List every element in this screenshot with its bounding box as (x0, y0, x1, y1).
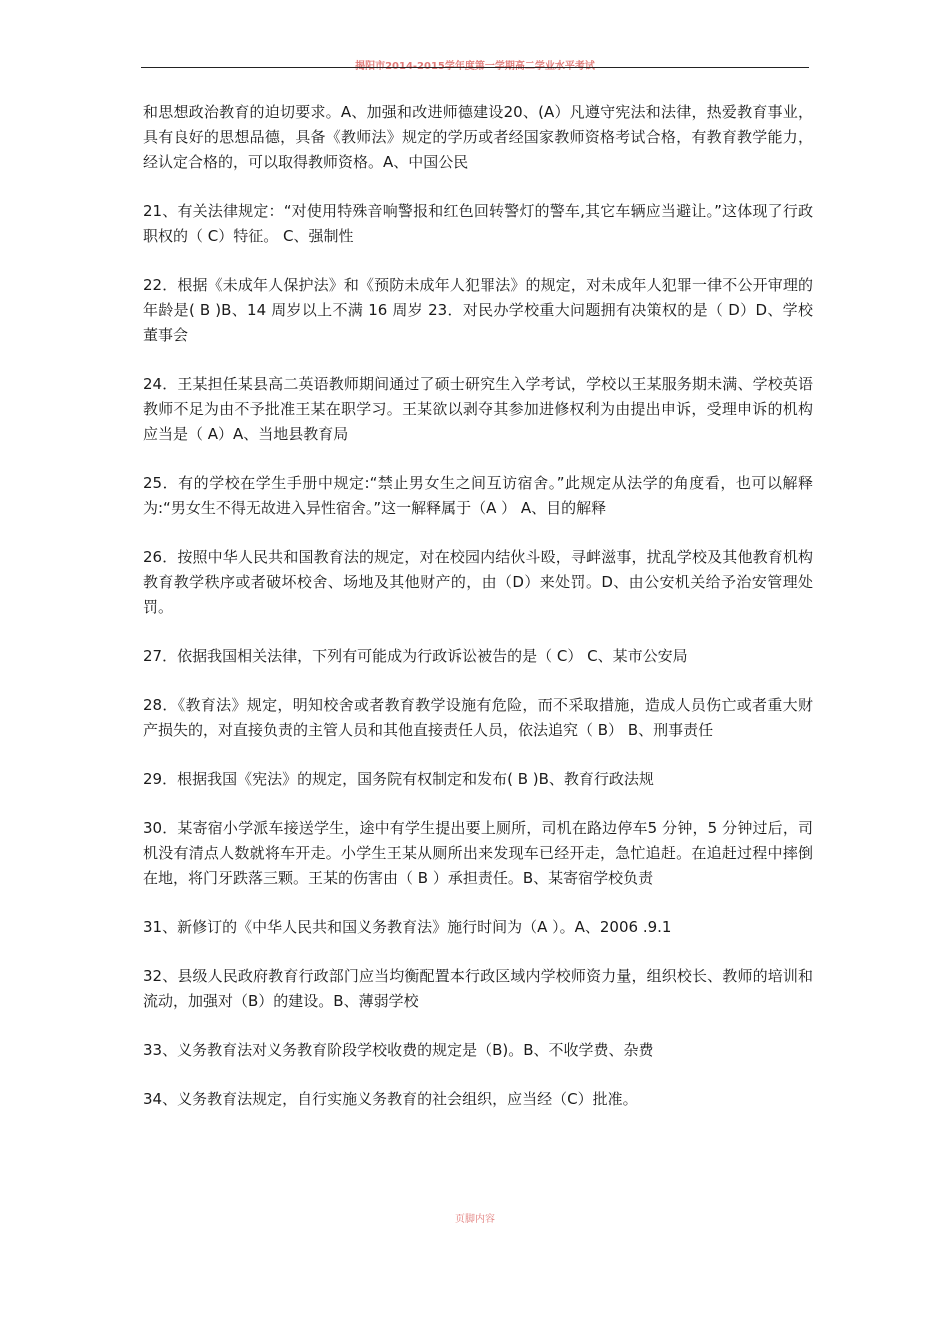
paragraph-q29: 29．根据我国《宪法》的规定，国务院有权制定和发布( B )B、教育行政法规 (143, 770, 654, 788)
paragraph-q28: 28．《教育法》规定，明知校舍或者教育教学设施有危险，而不采取措施，造成人员伤亡或者重大财产损失的，对直接负责的主管人员和其他直接责任人员，依法追究（ B） B、刑事责任 (143, 696, 813, 739)
paragraph-q34: 34、义务教育法规定，自行实施义务教育的社会组织，应当经（C）批准。 (143, 1090, 638, 1108)
paragraph-q26: 26．按照中华人民共和国教育法的规定，对在校园内结伙斗殴，寻衅滋事，扰乱学校及其他教育机构教育教学秩序或者破坏校舍、场地及其他财产的，由（D）来处罚。D、由公安机关给予治安管理处罚。 (143, 548, 813, 616)
paragraph-intro: 和思想政治教育的迫切要求。A、加强和改进师德建设20、(A）凡遵守宪法和法律，热爱教育事业，具有良好的思想品德，具备《教师法》规定的学历或者经国家教师资格考试合格，有教育教学能力，经认定合格的，可以取得教师资格。A、中国公民 (143, 103, 813, 171)
paragraph-q31: 31、新修订的《中华人民共和国义务教育法》施行时间为（A ）。A、2006 .9.1 (143, 918, 672, 936)
paragraph-q33: 33、义务教育法对义务教育阶段学校收费的规定是（B)。B、不收学费、杂费 (143, 1041, 654, 1059)
paragraph-q27: 27．依据我国相关法律，下列有可能成为行政诉讼被告的是（ C） C、某市公安局 (143, 647, 688, 665)
paragraph-q24: 24．王某担任某县高二英语教师期间通过了硕士研究生入学考试，学校以王某服务期未满、学校英语教师不足为由不予批准王某在职学习。王某欲以剥夺其参加进修权利为由提出申诉，受理申诉的机构应当是（ A）A、当地县教育局 (143, 375, 813, 443)
paragraph-q22-23: 22．根据《未成年人保护法》和《预防未成年人犯罪法》的规定，对未成年人犯罪一律不公开审理的年龄是( B )B、14 周岁以上不满 16 周岁 23．对民办学校重大问题拥有决策权的是（ D）D、学校董事会 (143, 276, 813, 344)
paragraph-q21: 21、有关法律规定：“对使用特殊音响警报和红色回转警灯的警车,其它车辆应当避让。”这体现了行政职权的（ C）特征。 C、强制性 (143, 202, 813, 245)
header-rule (141, 67, 809, 68)
paragraph-q30: 30．某寄宿小学派车接送学生，途中有学生提出要上厕所，司机在路边停车5 分钟，5 分钟过后，司机没有清点人数就将车开走。小学生王某从厕所出来发现车已经开走，急忙追赶。在追赶过程中摔倒在地，将门牙跌落三颗。王某的伤害由（ B ）承担责任。B、某寄宿学校负责 (143, 819, 813, 887)
document-body (143, 100, 813, 1136)
page-header-title: 揭阳市2014-2015学年度第一学期高二学业水平考试 (355, 61, 595, 72)
page-footer: 页脚内容 (455, 1214, 495, 1225)
paragraph-q25: 25．有的学校在学生手册中规定:“禁止男女生之间互访宿舍。”此规定从法学的角度看，也可以解释为:“男女生不得无故进入异性宿舍。”这一解释属于（A ） A、目的解释 (143, 474, 813, 517)
paragraph-q32: 32、县级人民政府教育行政部门应当均衡配置本行政区域内学校师资力量，组织校长、教师的培训和流动，加强对（B）的建设。B、薄弱学校 (143, 967, 813, 1010)
